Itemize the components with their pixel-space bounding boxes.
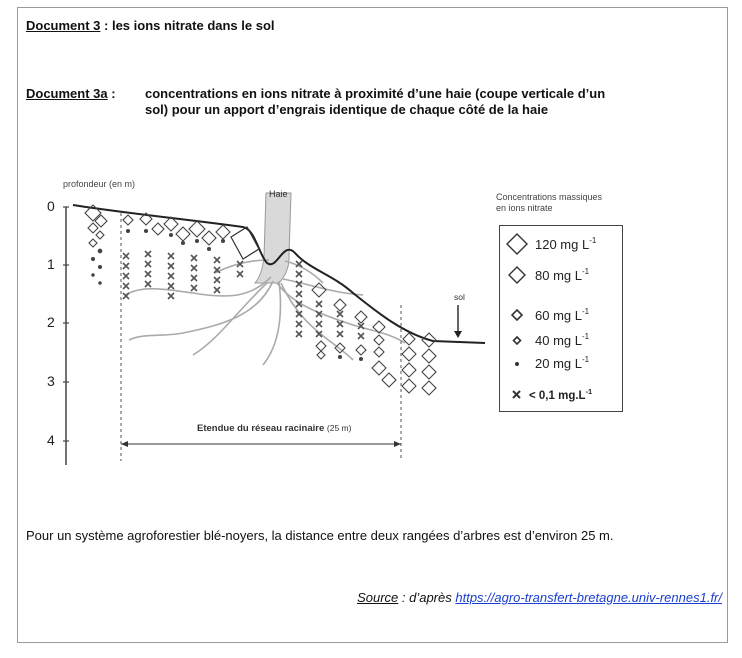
legend bbox=[496, 192, 626, 214]
depth-axis-label: profondeur (en m) bbox=[63, 179, 136, 189]
document-3a-caption-line2: sol) pour un apport d’engrais identique de chaque côté de la haie bbox=[145, 102, 549, 117]
source-line bbox=[357, 590, 722, 606]
document-3a-label: Document 3a bbox=[26, 86, 108, 101]
legend-symbol-40 bbox=[514, 337, 521, 344]
bank-block bbox=[231, 227, 259, 259]
soil-cross-section-diagram bbox=[33, 165, 463, 490]
legend-label-80: 80 mg $L^{-1}$ bbox=[535, 267, 590, 283]
nitrate-crosses bbox=[123, 251, 364, 339]
document-3a-label-wrap bbox=[26, 86, 116, 102]
root-extent-arrowhead-left bbox=[121, 441, 128, 447]
legend-symbol-80 bbox=[509, 267, 525, 283]
document-3a-caption-line1: concentrations en ions nitrate à proximité d’une haie (coupe verticale d’un bbox=[145, 86, 606, 101]
nitrate-measurements-right bbox=[312, 283, 436, 395]
document-3a-caption bbox=[145, 86, 720, 118]
root-extent-label: Etendue du réseau racinaire (25 m) bbox=[197, 423, 352, 434]
legend-symbol-cross bbox=[513, 391, 520, 398]
document-3-heading: : les ions nitrate dans le sol bbox=[100, 18, 275, 33]
soil-arrowhead bbox=[454, 331, 462, 338]
legend-title-line2: en ions nitrate bbox=[496, 203, 553, 213]
document-3a-sep: : bbox=[107, 86, 116, 101]
legend-symbol-120 bbox=[507, 234, 527, 254]
source-label: Source bbox=[357, 590, 399, 605]
source-text: : d’après bbox=[398, 590, 456, 605]
depth-tick-0: 0 bbox=[47, 198, 55, 214]
note-paragraph: Pour un système agroforestier blé-noyers, la distance entre deux rangées d’arbres est d’environ 25 m. bbox=[26, 528, 614, 543]
legend-symbol-60 bbox=[512, 310, 522, 320]
document-3-label: Document 3 bbox=[26, 18, 101, 33]
tree-trunk bbox=[255, 193, 291, 283]
source-link[interactable]: https://agro-transfert-bretagne.univ-rennes1.fr/ bbox=[455, 590, 722, 605]
legend-title-line1: Concentrations massiques bbox=[496, 192, 603, 202]
legend-label-20: 20 mg $L^{-1}$ bbox=[535, 355, 590, 371]
depth-tick-2: 2 bbox=[47, 314, 55, 330]
legend-label-cross: < 0,1 $mg.L^{-1}$ bbox=[529, 387, 593, 402]
document-3-title bbox=[26, 18, 275, 34]
depth-tick-4: 4 bbox=[47, 432, 55, 448]
legend-symbols bbox=[499, 225, 623, 412]
legend-label-40: 40 mg $L^{-1}$ bbox=[535, 332, 590, 348]
soil-label: sol bbox=[454, 292, 465, 302]
tree-label: Haie bbox=[269, 189, 288, 199]
root-extent-arrowhead-right bbox=[394, 441, 401, 447]
legend-label-60: 60 mg $L^{-1}$ bbox=[535, 307, 590, 323]
depth-tick-3: 3 bbox=[47, 373, 55, 389]
legend-label-120: 120 mg $L^{-1}$ bbox=[535, 236, 597, 252]
legend-symbol-20 bbox=[515, 362, 519, 366]
depth-tick-1: 1 bbox=[47, 256, 55, 272]
